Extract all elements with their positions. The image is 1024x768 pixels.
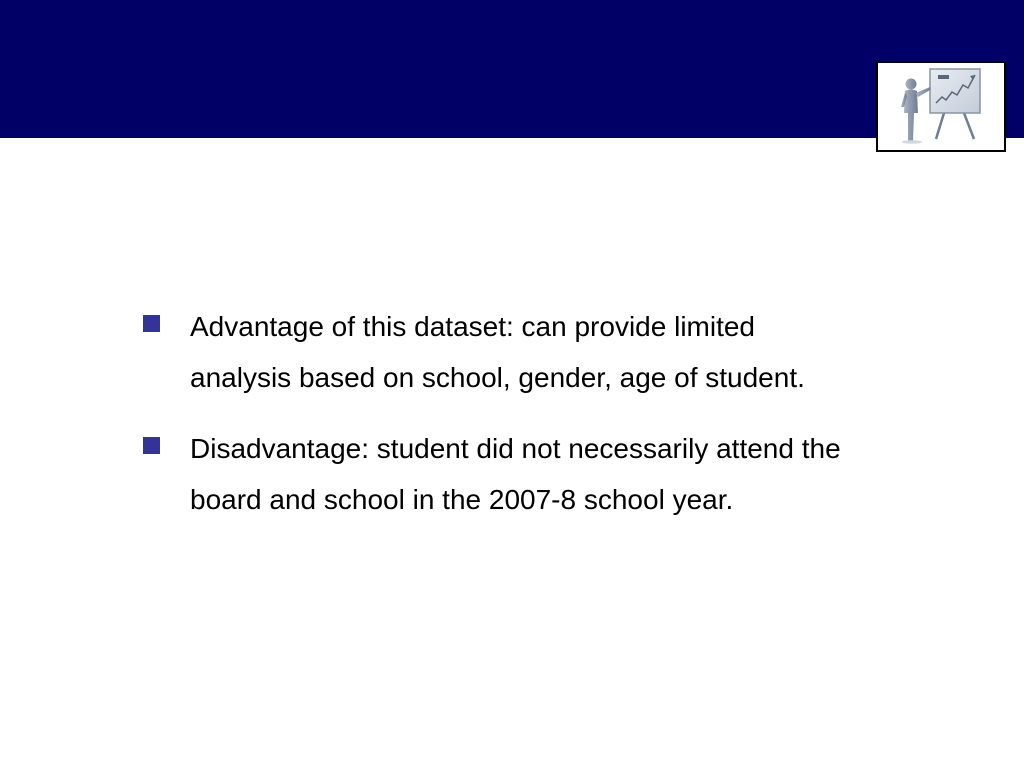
bullet-text: Advantage of this dataset: can provide limited analysis based on school, gender, age of student.	[190, 311, 805, 393]
square-bullet-icon	[143, 437, 160, 454]
header-band	[0, 0, 1024, 138]
bullet-item-advantage	[142, 301, 842, 403]
bullet-text: Disadvantage: student did not necessarily attend the board and school in the 2007-8 school year.	[190, 433, 841, 515]
presenter-clipart-frame	[876, 61, 1006, 152]
bullet-item-disadvantage	[142, 423, 842, 525]
presenter-with-chart-icon	[878, 63, 1004, 150]
bullet-list	[142, 301, 842, 545]
square-bullet-icon	[143, 315, 160, 332]
